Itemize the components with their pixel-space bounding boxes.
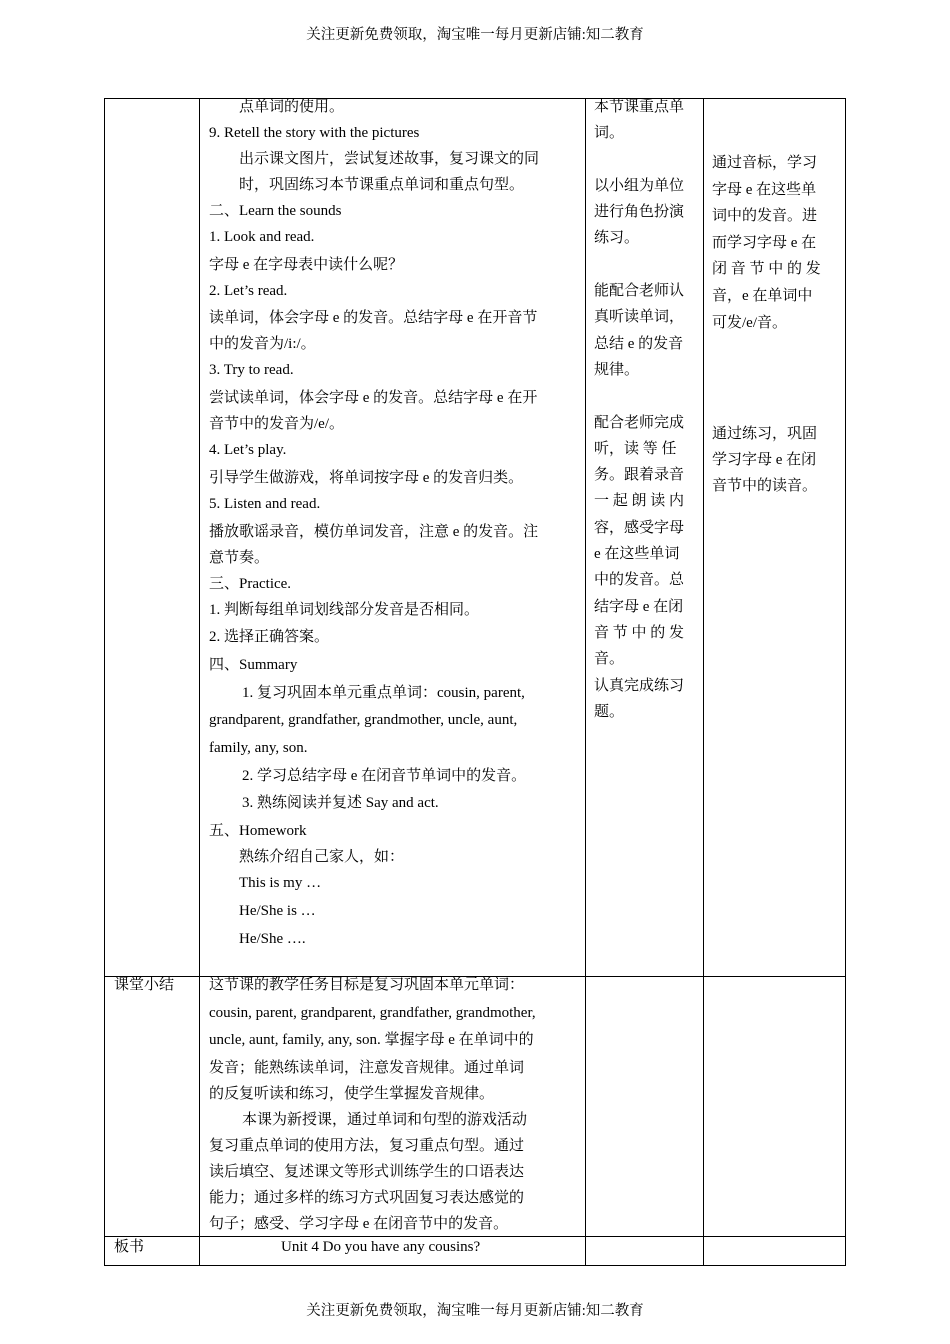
- table-border-right: [845, 98, 846, 1266]
- activity-line: 配合老师完成: [594, 414, 685, 431]
- summary-cell: [209, 972, 577, 1237]
- summary-label: 课堂小结: [114, 977, 175, 993]
- intent-line: 可发/e/音。: [712, 314, 787, 331]
- process-line: 中的发音为/i:/。: [209, 336, 316, 353]
- process-line: grandparent, grandfather, grandmother, uncle, aunt,: [209, 712, 518, 729]
- process-line: 1. 判断每组单词划线部分发音是否相同。: [209, 601, 480, 618]
- activity-line: 听，读 等 任: [594, 440, 677, 457]
- activity-line: 本节课重点单: [594, 99, 685, 115]
- table-divider-3: [703, 98, 704, 1266]
- process-heading: 2. Let’s read.: [209, 282, 288, 299]
- process-line: 字母 e 在字母表中读什么呢？: [209, 256, 404, 273]
- summary-line: 本课为新授课，通过单词和句型的游戏活动: [242, 1112, 528, 1129]
- activity-line: 容，感受字母: [594, 519, 685, 536]
- process-line: He/She is …: [239, 902, 316, 919]
- process-line: 读单词，体会字母 e 的发音。总结字母 e 在开音节: [209, 310, 538, 327]
- process-line: 熟练介绍自己家人，如：: [239, 849, 405, 866]
- intent-line: 通过音标，学习: [712, 155, 818, 171]
- intent-line: 而学习字母 e 在: [712, 234, 817, 251]
- summary-line: 的反复听读和练习，使学生掌握发音规律。: [209, 1086, 495, 1103]
- summary-line: uncle, aunt, family, any, son. 掌握字母 e 在单词中的: [209, 1032, 534, 1049]
- activity-line: 题。: [594, 703, 625, 720]
- table-border-bottom: [104, 1265, 846, 1266]
- process-line: 2. 选择正确答案。: [209, 629, 330, 646]
- activity-line: 结字母 e 在闭: [594, 598, 684, 615]
- process-line: 点单词的使用。: [239, 99, 345, 115]
- design-intent-cell: [712, 150, 838, 336]
- page-header: 关注更新免费领取，淘宝唯一每月更新店铺:知二教育: [306, 27, 644, 43]
- process-line: 2. 学习总结字母 e 在闭音节单词中的发音。: [242, 767, 527, 784]
- process-line: 音节中的发音为/e/。: [209, 416, 344, 433]
- intent-line: 音节中的读音。: [712, 478, 818, 494]
- process-line: 尝试读单词，体会字母 e 的发音。总结字母 e 在开: [209, 390, 538, 407]
- process-line: 时，巩固练习本节课重点单词和重点句型。: [239, 177, 525, 193]
- section-heading-sounds: 二、Learn the sounds: [209, 203, 342, 219]
- process-line: 引导学生做游戏，将单词按字母 e 的发音归类。: [209, 469, 524, 486]
- activity-line: 一 起 朗 读 内: [594, 493, 685, 510]
- process-line: 1. 复习巩固本单元重点单词：cousin, parent,: [242, 684, 525, 701]
- activity-line: 中的发音。总: [594, 572, 685, 589]
- activity-line: 规律。: [594, 361, 640, 378]
- activity-line: [594, 252, 695, 278]
- summary-line: 句子；感受、学习字母 e 在闭音节中的发音。: [209, 1216, 509, 1233]
- table-divider-1: [199, 98, 200, 1266]
- activity-line: [594, 147, 695, 173]
- intent-line: 音，e 在单词中: [712, 287, 813, 304]
- process-heading: 9. Retell the story with the pictures: [209, 125, 420, 141]
- process-line: 意节奏。: [209, 549, 270, 566]
- page-footer: 关注更新免费领取，淘宝唯一每月更新店铺:知二教育: [306, 1303, 644, 1319]
- activity-line: 务。跟着录音: [594, 467, 685, 484]
- process-line: family, any, son.: [209, 740, 308, 757]
- process-heading: 3. Try to read.: [209, 362, 294, 379]
- board-title: Unit 4 Do you have any cousins?: [281, 1239, 481, 1255]
- activity-line: 音。: [594, 651, 625, 668]
- activity-line: 词。: [594, 125, 625, 142]
- design-intent-cell-2: [712, 421, 838, 499]
- summary-line: 读后填空、复述课文等形式训练学生的口语表达: [209, 1164, 525, 1181]
- activity-line: e 在这些单词: [594, 546, 680, 563]
- table-border-left: [104, 98, 105, 1266]
- summary-line: cousin, parent, grandparent, grandfather, grandmother,: [209, 1004, 536, 1021]
- activity-line: [594, 383, 695, 409]
- activity-line: 能配合老师认: [594, 283, 685, 300]
- student-activity-cell: [594, 94, 695, 725]
- summary-line: 这节课的教学任务目标是复习巩固本单元单词：: [209, 977, 525, 993]
- process-heading: 5. Listen and read.: [209, 495, 321, 512]
- summary-line: 能力；通过多样的练习方式巩固复习表达感觉的: [209, 1190, 525, 1207]
- intent-line: 字母 e 在这些单: [712, 181, 817, 198]
- intent-line: 闭 音 节 中 的 发: [712, 261, 821, 278]
- process-heading: 4. Let’s play.: [209, 442, 287, 459]
- process-line: This is my …: [239, 875, 322, 892]
- activity-line: 音 节 中 的 发: [594, 624, 685, 641]
- activity-line: 总结 e 的发音: [594, 335, 684, 352]
- intent-line: 学习字母 e 在闭: [712, 452, 817, 468]
- activity-line: 练习。: [594, 230, 640, 247]
- section-heading-homework: 五、Homework: [209, 823, 307, 840]
- table-divider-2: [585, 98, 586, 1266]
- summary-line: 发音；能熟练读单词，注意发音规律。通过单词: [209, 1060, 525, 1077]
- section-heading-practice: 三、Practice.: [209, 575, 292, 592]
- activity-line: 真听读单词，: [594, 309, 685, 326]
- activity-line: 进行角色扮演: [594, 204, 685, 221]
- teaching-process-cell: [209, 94, 577, 953]
- process-heading: 1. Look and read.: [209, 229, 315, 245]
- process-line: 出示课文图片，尝试复述故事，复习课文的同: [239, 151, 540, 167]
- section-heading-summary: 四、Summary: [209, 656, 298, 673]
- intent-line: 词中的发音。进: [712, 208, 818, 225]
- process-line: 播放歌谣录音，模仿单词发音，注意 e 的发音。注: [209, 523, 539, 540]
- intent-line: 通过练习，巩固: [712, 426, 818, 442]
- process-line: He/She ….: [239, 930, 306, 947]
- board-label: 板书: [114, 1239, 145, 1255]
- activity-line: 以小组为单位: [594, 177, 685, 194]
- summary-line: 复习重点单词的使用方法，复习重点句型。通过: [209, 1138, 525, 1155]
- activity-line: 认真完成练习: [594, 677, 685, 694]
- process-line: 3. 熟练阅读并复述 Say and act.: [242, 795, 439, 812]
